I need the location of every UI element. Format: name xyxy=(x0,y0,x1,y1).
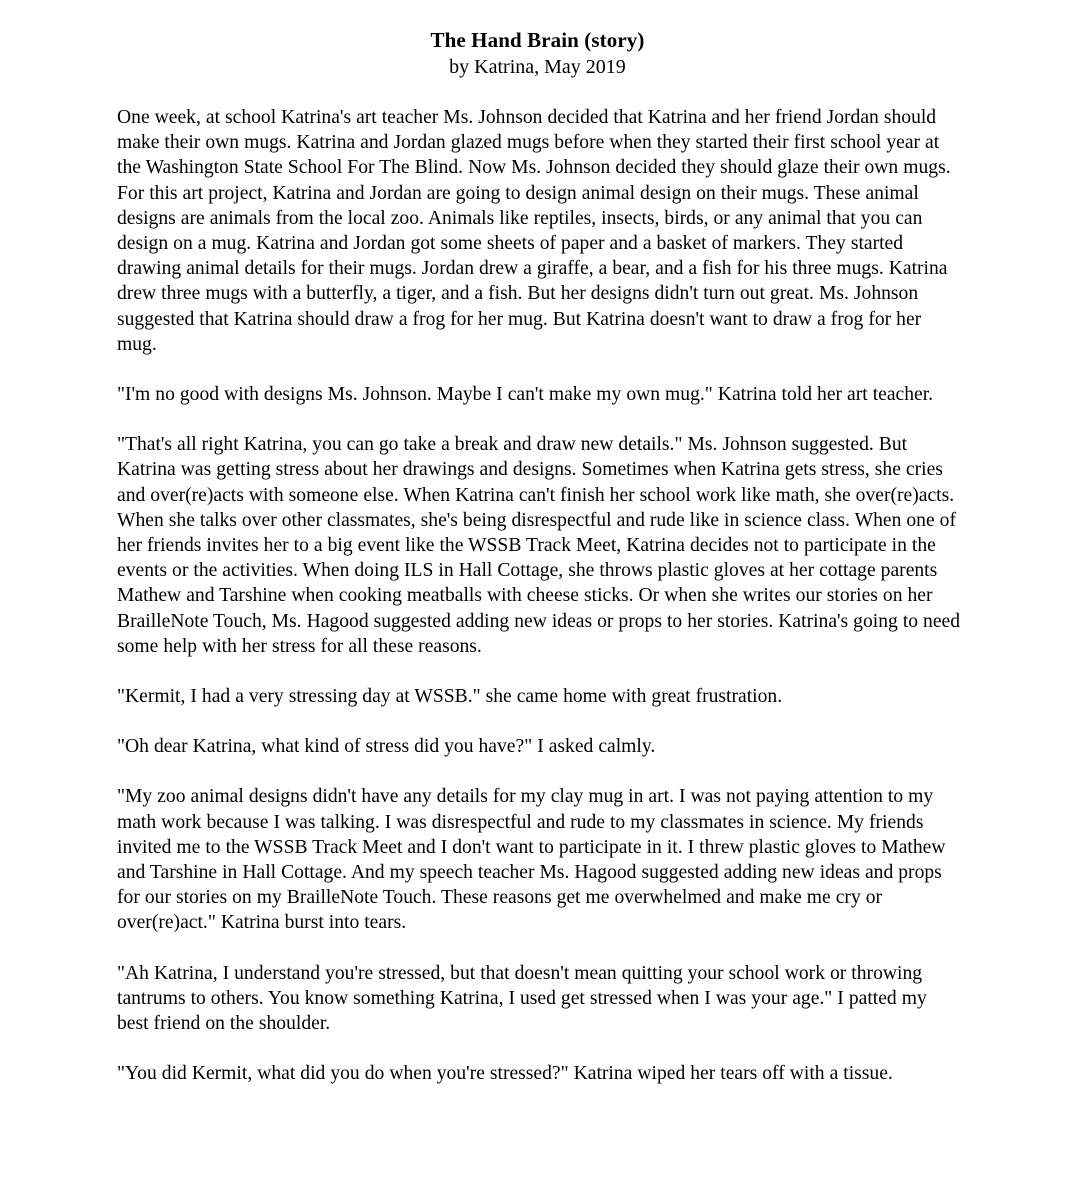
story-body xyxy=(117,105,962,1087)
story-paragraph: "Oh dear Katrina, what kind of stress did you have?" I asked calmly. xyxy=(117,736,656,758)
story-paragraph: One week, at school Katrina's art teacher Ms. Johnson decided that Katrina and her friend Jordan should make their own mugs. Katrina and Jordan glazed mugs before when they started their first school year at the Washington State School For The Blind. Now Ms. Johnson decided they should glaze their own mugs. For this art project, Katrina and Jordan are going to design animal design on their mugs. These animal designs are animals from the local zoo. Animals like reptiles, insects, birds, or any animal that you can design on a mug. Katrina and Jordan got some sheets of paper and a basket of markers. They started drawing animal details for their mugs. Jordan drew a giraffe, a bear, and a fish for his three mugs. Katrina drew three mugs with a butterfly, a tiger, and a fish. But her designs didn't turn out great. Ms. Johnson suggested that Katrina should draw a frog for her mug. But Katrina doesn't want to draw a frog for her mug. xyxy=(117,107,951,355)
story-paragraph: "Kermit, I had a very stressing day at WSSB." she came home with great frustration. xyxy=(117,686,783,708)
story-paragraph: "Ah Katrina, I understand you're stressed, but that doesn't mean quitting your school work or throwing tantrums to others. You know something Katrina, I used get stressed when I was your age." I patted my best friend on the shoulder. xyxy=(117,962,927,1035)
story-paragraph: "My zoo animal designs didn't have any details for my clay mug in art. I was not paying attention to my math work because I was talking. I was disrespectful and rude to my classmates in science. My friends invited me to the WSSB Track Meet and I don't want to participate in it. I threw plastic gloves to Mathew and Tarshine in Hall Cottage. And my speech teacher Ms. Hagood suggested adding new ideas and props for our stories on my BrailleNote Touch. These reasons get me overwhelmed and make me cry or over(re)act." Katrina burst into tears. xyxy=(117,786,946,934)
story-paragraph: "You did Kermit, what did you do when you're stressed?" Katrina wiped her tears off with a tissue. xyxy=(117,1063,893,1085)
document-header xyxy=(0,0,1075,80)
document-byline: by Katrina, May 2019 xyxy=(449,56,626,78)
story-paragraph: "That's all right Katrina, you can go take a break and draw new details." Ms. Johnson suggested. But Katrina was getting stress about her drawings and designs. Sometimes when Katrina gets stress, she cries and over(re)acts with someone else. When Katrina can't finish her school work like math, she over(re)acts. When she talks over other classmates, she's being disrespectful and rude like in science class. When one of her friends invites her to a big event like the WSSB Track Meet, Katrina decides not to participate in the events or the activities. When doing ILS in Hall Cottage, she throws plastic gloves at her cottage parents Mathew and Tarshine when cooking meatballs with cheese sticks. Or when she writes our stories on her BrailleNote Touch, Ms. Hagood suggested adding new ideas or props to her stories. Katrina's going to need some help with her stress for all these reasons. xyxy=(117,434,961,657)
story-paragraph: "I'm no good with designs Ms. Johnson. Maybe I can't make my own mug." Katrina told her art teacher. xyxy=(117,384,934,406)
page-title: The Hand Brain (story) xyxy=(430,28,645,52)
